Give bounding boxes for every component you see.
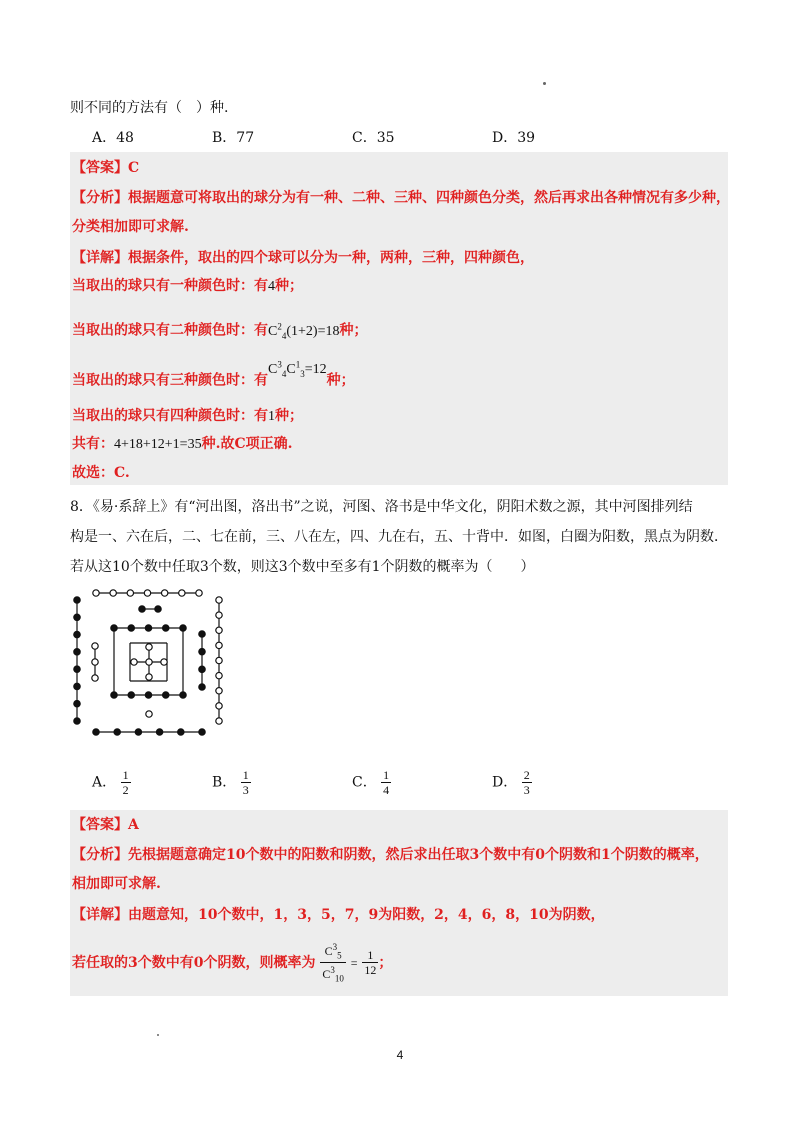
yin-dot: [180, 692, 186, 698]
numerator: [320, 940, 346, 963]
yin-dot: [145, 692, 151, 698]
subscript: 4: [281, 368, 287, 379]
yang-circle: [110, 590, 116, 596]
q8-detail-line2: [72, 940, 392, 986]
option-value: 35: [376, 130, 395, 146]
yang-circle: [146, 711, 152, 717]
decorative-dot: [157, 1034, 159, 1036]
option-fraction: [121, 768, 131, 797]
yin-dot: [111, 625, 117, 631]
q8-detail-line1: [72, 905, 605, 925]
answer-value: A: [128, 817, 139, 833]
q8-option-c: [352, 768, 391, 797]
yang-circle: [216, 688, 222, 694]
option-value: 77: [236, 130, 255, 146]
yin-dot: [74, 631, 80, 637]
answer-tag: 【答案】: [72, 160, 128, 176]
yin-dot: [93, 729, 99, 735]
combination-symbol: C: [286, 361, 296, 377]
combination-symbol: C: [268, 323, 278, 339]
yang-circle: [127, 590, 133, 596]
expression: =12: [304, 361, 327, 377]
answer-value: C: [128, 160, 140, 176]
numerator: 1: [383, 768, 390, 782]
q7-option-c: [352, 128, 395, 148]
yang-circle: [146, 674, 152, 680]
probability-fraction: [320, 940, 346, 986]
denominator: 2: [122, 783, 129, 797]
case-number: 1: [268, 409, 275, 424]
q8-answer: [72, 815, 139, 835]
combination-symbol: C: [324, 944, 333, 958]
total-expression: 4+18+12+1=35: [114, 437, 202, 452]
yang-circle: [131, 659, 137, 665]
combination-symbol: C: [268, 361, 278, 377]
option-value: 39: [517, 130, 536, 146]
option-label: D．: [492, 774, 518, 791]
yang-circle: [93, 590, 99, 596]
case-number: 4: [268, 279, 275, 294]
yin-dot: [74, 597, 80, 603]
yin-dot: [111, 692, 117, 698]
subscript: 10: [334, 973, 344, 984]
yang-circle: [146, 644, 152, 650]
option-fraction: [381, 768, 391, 797]
equals-sign: =: [350, 955, 358, 970]
detail-tag: 【详解】: [72, 250, 128, 266]
numerator: 1: [122, 768, 129, 782]
yin-dot: [74, 701, 80, 707]
yang-circle: [144, 590, 150, 596]
yin-dot: [145, 625, 151, 631]
yang-circle: [92, 675, 98, 681]
answer-tag: 【答案】: [72, 817, 128, 833]
denominator: 3: [242, 783, 249, 797]
superscript: 3: [277, 359, 282, 369]
q7-case3: [72, 359, 355, 395]
q7-analysis-line1: [72, 188, 730, 208]
yang-circle: [216, 703, 222, 709]
case-text: 当取出的球只有一种颜色时：有: [72, 278, 268, 294]
q8-analysis-line1: [72, 845, 709, 865]
yang-circle: [92, 659, 98, 665]
yang-circle: [196, 590, 202, 596]
yin-dot: [199, 648, 205, 654]
yin-dot: [114, 729, 120, 735]
yin-dot: [163, 625, 169, 631]
q8-option-d: [492, 768, 532, 797]
expression: (1+2)=18: [286, 323, 340, 339]
detail-suffix: ；: [378, 954, 393, 971]
subscript: 5: [337, 950, 342, 961]
detail-text: 根据条件，取出的四个球可以分为一种，两种，三种，四种颜色，: [128, 250, 534, 266]
yin-dot: [163, 692, 169, 698]
yang-circle: [146, 659, 152, 665]
q8-stem-line2: 构是一、六在后，二、七在前，三、八在左，四、九在右，五、十背中．如图，白圈为阳数，黑点为阴数．: [70, 529, 728, 545]
q8-analysis-line2: 相加即可求解.: [72, 876, 161, 892]
q7-option-b: [212, 128, 254, 148]
q7-case2: [72, 316, 367, 345]
case-expression: [268, 359, 327, 379]
numerator: 1: [362, 948, 378, 963]
yin-dot: [180, 625, 186, 631]
q7-stem-tail: 则不同的方法有（ ）种.: [70, 100, 229, 116]
yin-dot: [74, 649, 80, 655]
decorative-dot: [543, 82, 546, 85]
yin-dot: [74, 683, 80, 689]
yin-dot: [156, 729, 162, 735]
yin-dot: [178, 729, 184, 735]
option-label: B．: [212, 774, 237, 791]
q7-option-d: [492, 128, 535, 148]
subscript: 3: [300, 368, 305, 379]
option-label: B．: [212, 130, 237, 146]
case-suffix: 种；: [275, 278, 303, 294]
hetu-diagram: [66, 584, 236, 740]
yin-dot: [135, 729, 141, 735]
case-suffix: 种；: [275, 408, 303, 424]
numerator: 1: [242, 768, 249, 782]
combination-symbol: C: [322, 967, 331, 982]
denominator: 3: [523, 783, 530, 797]
option-label: A．: [92, 774, 117, 791]
detail-tag: 【详解】: [72, 907, 128, 923]
analysis-text: 先根据题意确定10个数中的阳数和阴数，然后求出任取3个数中有0个阴数和1个阴数的概率，: [128, 847, 709, 863]
q7-case1: [72, 276, 303, 297]
page-number: 4: [396, 1048, 404, 1062]
yang-circle: [92, 643, 98, 649]
q7-total: [72, 434, 292, 455]
denominator: [320, 963, 346, 985]
yang-circle: [216, 718, 222, 724]
analysis-tag: 【分析】: [72, 190, 128, 206]
yin-dot: [199, 666, 205, 672]
q7-analysis-line2: 分类相加即可求解.: [72, 219, 189, 235]
yang-circle: [161, 659, 167, 665]
option-fraction: [241, 768, 251, 797]
q8-option-b: [212, 768, 251, 797]
yin-dot: [155, 606, 161, 612]
yang-circle: [216, 627, 222, 633]
total-suffix: 种.故C项正确.: [201, 436, 293, 452]
analysis-tag: 【分析】: [72, 847, 128, 863]
case-expression: [268, 321, 340, 341]
option-fraction: [522, 768, 532, 797]
detail-text: 若任取的3个数中有0个阴数，则概率为: [72, 954, 316, 971]
denominator: 12: [364, 963, 377, 978]
yin-dot: [128, 625, 134, 631]
q7-case4: [72, 406, 303, 427]
superscript: 3: [330, 965, 335, 976]
yang-circle: [179, 590, 185, 596]
q8-option-a: [92, 768, 131, 797]
yin-dot: [199, 684, 205, 690]
superscript: 1: [295, 359, 301, 369]
numerator: 2: [523, 768, 530, 782]
q8-stem-line3: 若从这10个数中任取3个数，则这3个数中至多有1个阴数的概率为（ ）: [70, 559, 535, 575]
q8-stem-line1: 8．《易·系辞上》有“河出图，洛出书”之说，河图、洛书是中华文化，阴阳术数之源，其中河图排列结: [70, 499, 693, 515]
yang-circle: [216, 642, 222, 648]
option-label: C．: [352, 130, 377, 146]
option-value: 48: [116, 130, 134, 146]
analysis-text: 根据题意可将取出的球分为有一种、二种、三种、四种颜色分类，然后再求出各种情况有多少种，: [128, 190, 730, 206]
yang-circle: [161, 590, 167, 596]
yin-dot: [139, 606, 145, 612]
case-text: 当取出的球只有四种颜色时：有: [72, 408, 268, 424]
case-text: 当取出的球只有二种颜色时：有: [72, 322, 268, 339]
option-label: D．: [492, 130, 518, 146]
yin-dot: [74, 718, 80, 724]
yin-dot: [128, 692, 134, 698]
subscript: 4: [281, 330, 287, 341]
total-text: 共有：: [72, 436, 114, 452]
case-suffix: 种；: [339, 322, 368, 339]
q7-detail-line1: [72, 248, 534, 268]
yin-dot: [74, 614, 80, 620]
yang-circle: [216, 612, 222, 618]
q7-choose: 故选：C.: [72, 465, 130, 481]
yin-dot: [74, 666, 80, 672]
detail-text: 由题意知，10个数中，1，3，5，7，9为阳数，2，4，6，8，10为阴数，: [128, 907, 605, 923]
case-suffix: 种；: [326, 372, 355, 389]
yang-circle: [216, 672, 222, 678]
result-fraction: [362, 948, 378, 977]
option-label: C．: [352, 774, 377, 791]
denominator: 4: [383, 783, 390, 797]
yin-dot: [199, 631, 205, 637]
yin-dot: [199, 729, 205, 735]
superscript: 3: [332, 942, 338, 952]
q7-answer: [72, 158, 139, 178]
option-label: A．: [92, 130, 117, 146]
yang-circle: [216, 657, 222, 663]
q7-option-a: [92, 128, 134, 148]
yang-circle: [216, 597, 222, 603]
superscript: 2: [277, 321, 282, 331]
case-text: 当取出的球只有三种颜色时：有: [72, 372, 268, 389]
